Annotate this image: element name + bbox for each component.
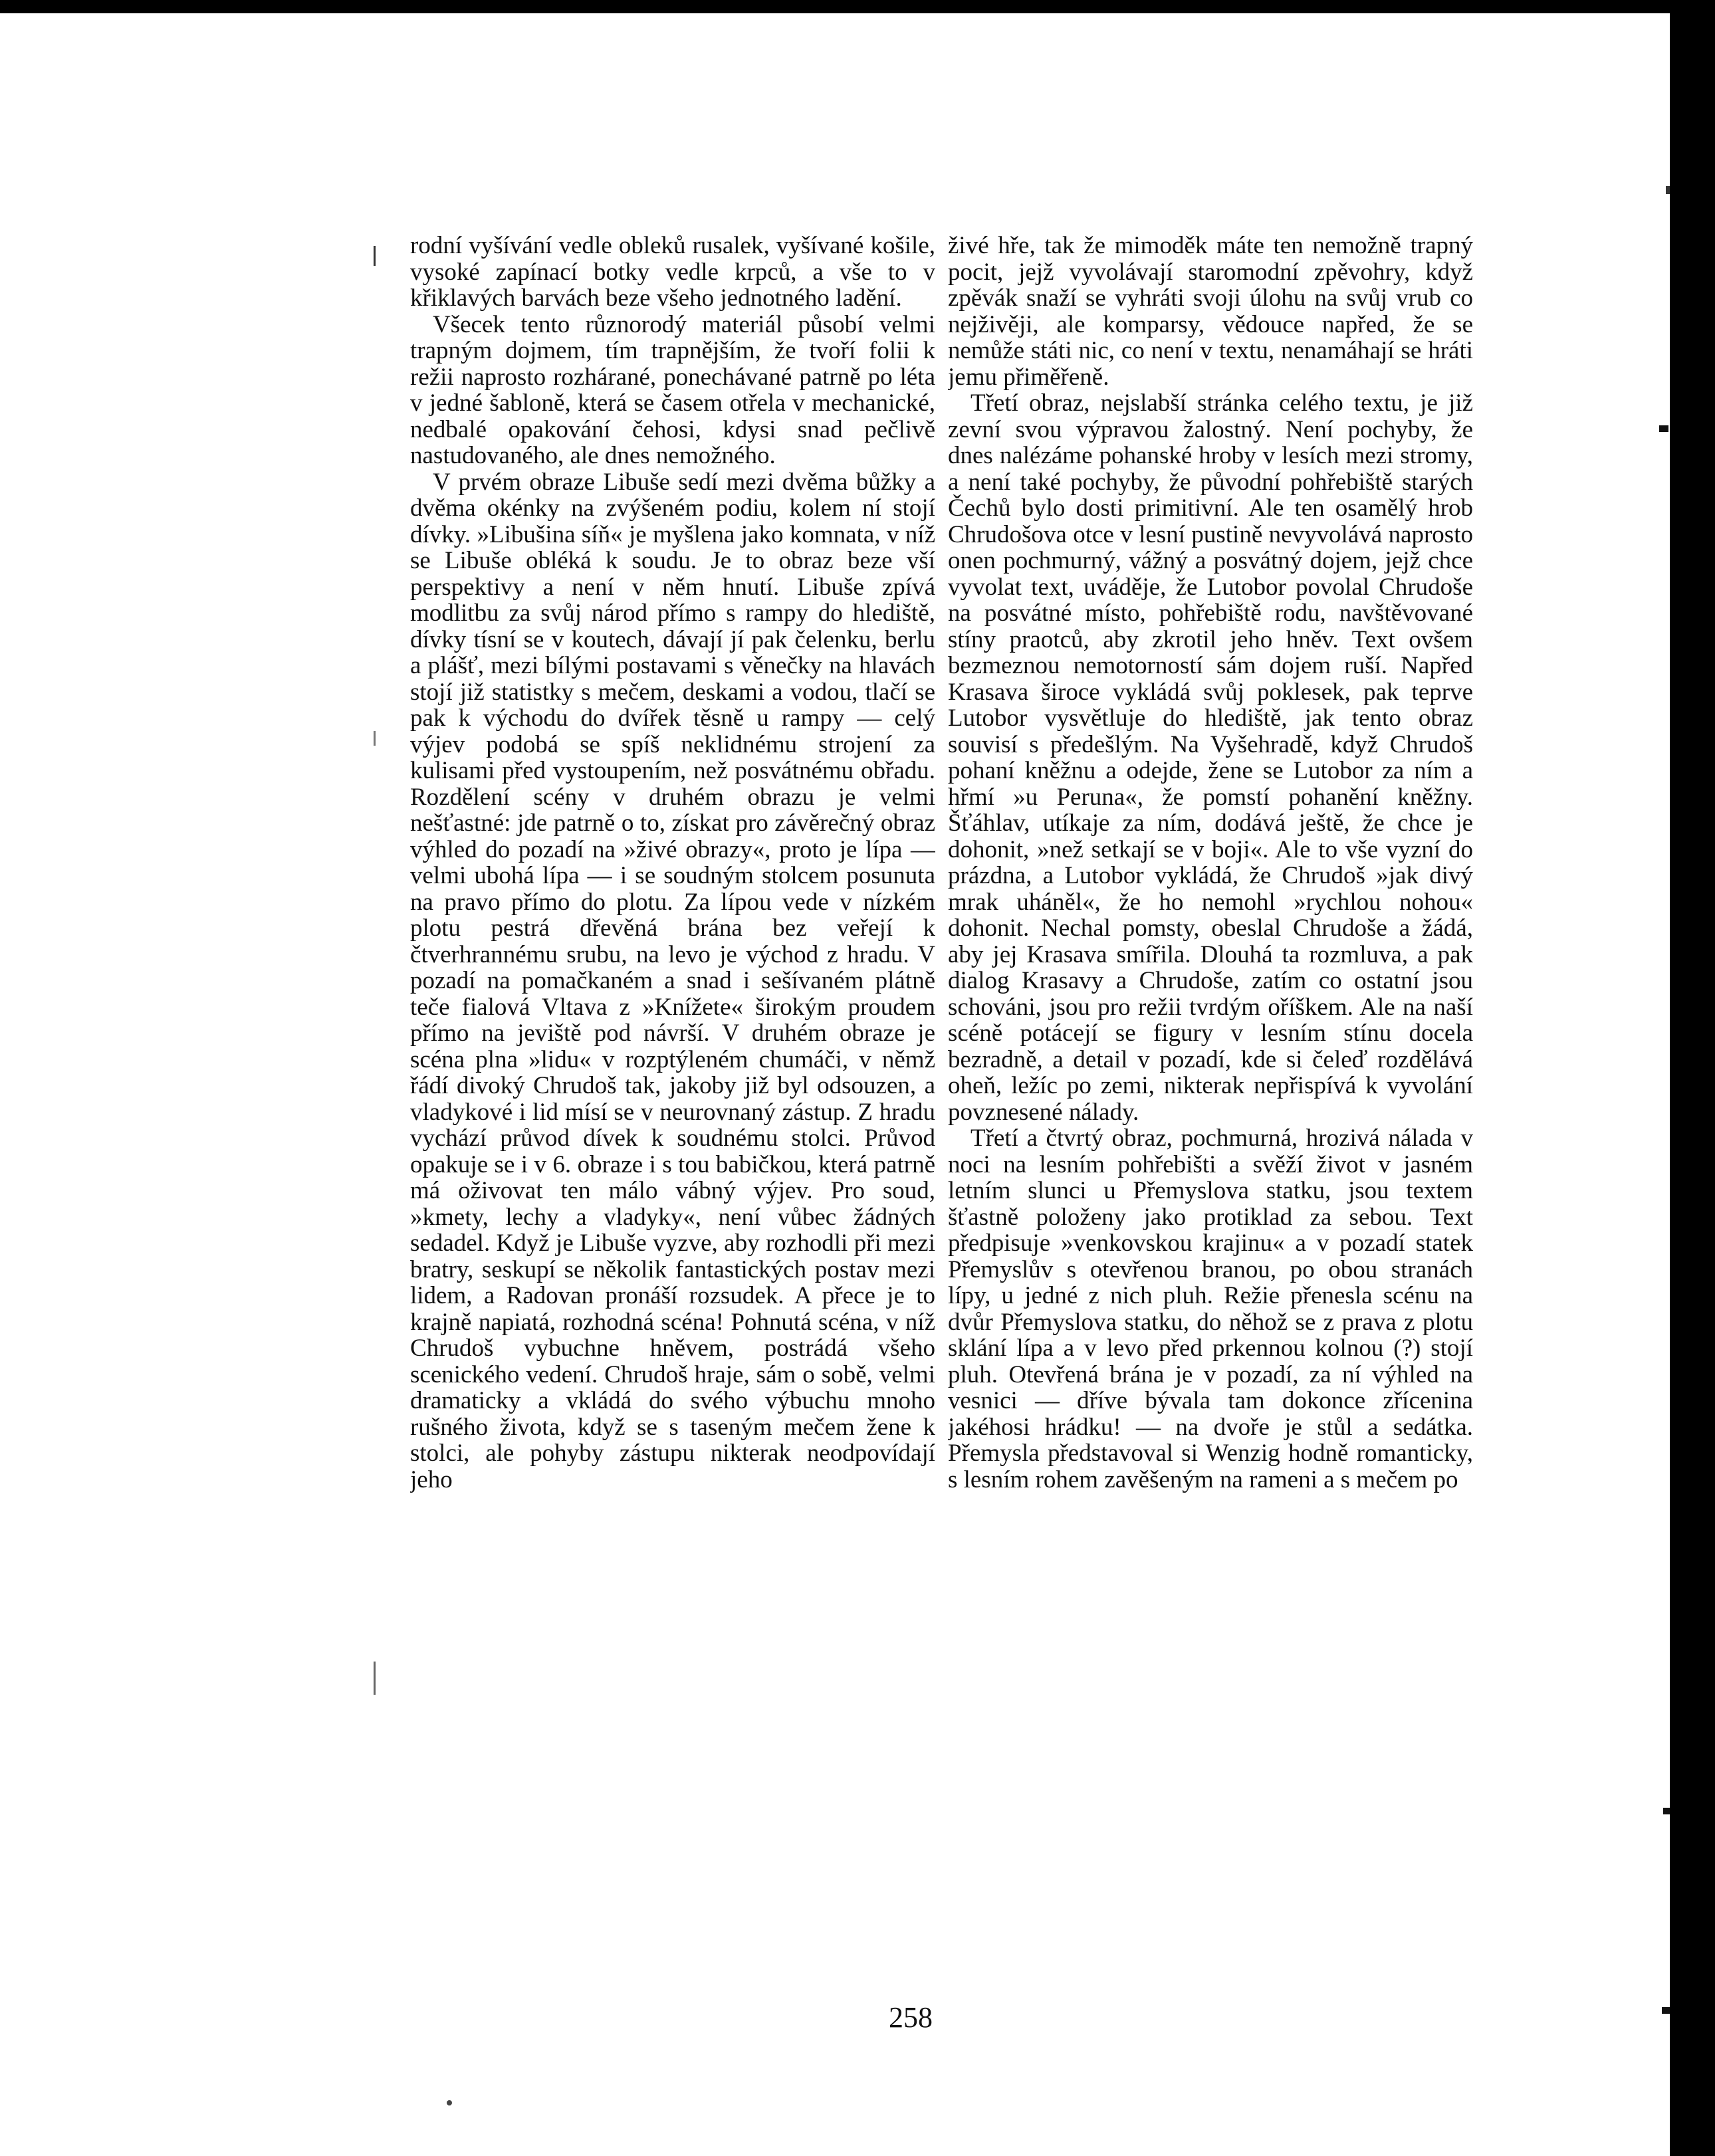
scan-mark xyxy=(374,246,376,266)
right-paragraph-3: Třetí a čtvrtý obraz, pochmurná, hrozivá nálada v noci na lesním pohřebišti a svěží život v jasném letním slunci u Přemyslova statku, jsou textem šťastně položeny jako protiklad za sebou. Text předpisuje »venkovskou krajinu« a v pozadí statek Přemyslův s otevřenou branou, po obou stranách lípy, u jedné z nich pluh. Režie přenesla scénu na dvůr Přemyslova statku, do něhož se z prava z plotu sklání lípa a v levo před prkennou kolnou (?) stojí pluh. Otevřená brána je v pozadí, za ní výhled na vesnici — dříve bývala tam dokonce zřícenina jakéhosi hrádku! — na dvoře je stůl a sedátka. Přemysla představoval si Wenzig hodně romanticky, s lesním rohem zavěšeným na rameni a s mečem po xyxy=(948,1125,1473,1493)
left-paragraph-3: V prvém obraze Libuše sedí mezi dvěma bůžky a dvěma okénky na zvýšeném podiu, kolem ní stojí dívky. »Libušina síň« je myšlena jako komnata, v níž se Libuše obléká k soudu. Je to obraz beze vší perspektivy a není v něm hnutí. Libuše zpívá modlitbu za svůj národ přímo s rampy do hlediště, dívky tísní se v koutech, dávají jí pak čelenku, berlu a plášť, mezi bílými postavami s věnečky na hlavách stojí již statistky s mečem, deskami a vodou, tlačí se pak k východu do dvířek těsně u rampy — celý výjev podobá se spíš neklidnému strojení za kulisami před vystoupením, než posvátnému obřadu. Rozdělení scény v druhém obrazu je velmi nešťastné: jde patrně o to, získat pro závěrečný obraz výhled do pozadí na »živé obrazy«, proto je lípa — velmi ubohá lípa — i se soudným stolcem posunuta na pravo přímo do plotu. Za lípou vede v nízkém plotu pestrá dřevěná brána bez veřejí k čtverhrannému srubu, na levo je východ z hradu. V pozadí na pomačkaném a snad i sešívaném plátně teče fialová Vltava z »Knížete« širokým proudem přímo na jeviště pod návrší. V druhém obraze je scéna plna »lidu« v rozptýleném chumáči, v němž řádí divoký Chrudoš tak, jakoby již byl odsouzen, a vladykové i lid mísí se v neurovnaný zástup. Z hradu vychází průvod dívek k soudnému stolci. Průvod opakuje se i v 6. obraze i s tou babičkou, která patrně má oživovat ten málo vábný výjev. Pro soud, »kmety, lechy a vladyky«, není vůbec žádných sedadel. Když je Libuše vyzve, aby rozhodli při mezi bratry, seskupí se několik fantastických postav mezi lidem, a Radovan pronáší rozsudek. A přece je to krajně napiatá, rozhodná scéna! Pohnutá scéna, v níž Chrudoš vybuchne hněvem, postrádá všeho scenického vedení. Chrudoš hraje, sám o sobě, velmi dramaticky a vkládá do svého výbuchu mnoho rušného života, když se s taseným mečem žene k stolci, ale pohyby zástupu nikterak neodpovídají jeho xyxy=(410,468,935,1493)
scan-mark xyxy=(1662,2007,1670,2014)
scan-mark xyxy=(374,1662,376,1695)
page-number: 258 xyxy=(889,2001,933,2034)
left-paragraph-2: Všecek tento různorodý materiál působí velmi trapným dojmem, tím trapnějším, že tvoří folii k režii naprosto rozhárané, ponechávané patrně po léta v jedné šabloně, která se časem otřela v mechanické, nedbalé opakování čehosi, kdysi snad pečlivě nastudovaného, ale dnes nemožného. xyxy=(410,310,935,469)
left-text-column xyxy=(410,233,935,1814)
left-paragraph-1: rodní vyšívání vedle obleků rusalek, vyšívané košile, vysoké zapínací botky vedle krpců, a vše to v křiklavých barvách beze všeho jednotného ladění. xyxy=(410,233,935,312)
scan-border-right xyxy=(1670,0,1715,2156)
scan-mark xyxy=(1663,1808,1670,1814)
scan-mark xyxy=(447,2100,452,2105)
right-text-column xyxy=(948,233,1473,1814)
document-page xyxy=(0,13,1670,2156)
right-paragraph-2: Třetí obraz, nejslabší stránka celého textu, je již zevní svou výpravou žalostný. Není pochyby, že dnes nalézáme pohanské hroby v lesích mezi stromy, a není také pochyby, že původní pohřebiště starých Čechů bylo dosti primitivní. Ale ten osamělý hrob Chrudošova otce v lesní pustině nevyvolává naprosto onen pochmurný, vážný a posvátný dojem, jejž chce vyvolat text, uváděje, že Lutobor povolal Chrudoše na posvátné místo, pohřebiště rodu, navštěvované stíny praotců, aby zkrotil jeho hněv. Text ovšem bezmeznou nemotorností sám dojem ruší. Napřed Krasava široce vykládá svůj poklesek, pak teprve Lutobor vysvětluje do hlediště, jak tento obraz souvisí s předešlým. Na Vyšehradě, když Chrudoš pohaní kněžnu a odejde, žene se Lutobor za ním a hřmí »u Peruna«, že pomstí pohanění kněžny. Šťáhlav, utíkaje za ním, dodává ještě, že chce je dohonit, »než setkají se v boji«. Ale to vše vyzní do prázdna, a Lutobor vykládá, že Chrudoš »jak divý mrak uháněl«, že ho nemohl »rychlou nohou« dohonit. Nechal pomsty, obeslal Chrudoše a žádá, aby jej Krasava smířila. Dlouhá ta rozmluva, a pak dialog Krasavy a Chrudoše, zatím co ostatní jsou schováni, jsou pro režii tvrdým oříškem. Ale na naší scéně potácejí se figury v lesním stínu docela bezradně, a detail v pozadí, kde si čeleď rozdělává oheň, ležíc po zemi, nikterak nepřispívá k vyvolání povznesené nálady. xyxy=(948,389,1473,1126)
scan-mark xyxy=(374,731,376,746)
scan-mark xyxy=(1659,425,1668,432)
right-paragraph-1: živé hře, tak že mimoděk máte ten nemožně trapný pocit, jejž vyvolávají staromodní zpěvohry, když zpěvák snaží se vyhráti svoji úlohu na svůj vrub co nejživěji, ale komparsy, vědouce napřed, že se nemůže státi nic, co není v textu, nenamáhají se hráti jemu přiměřeně. xyxy=(948,233,1473,391)
